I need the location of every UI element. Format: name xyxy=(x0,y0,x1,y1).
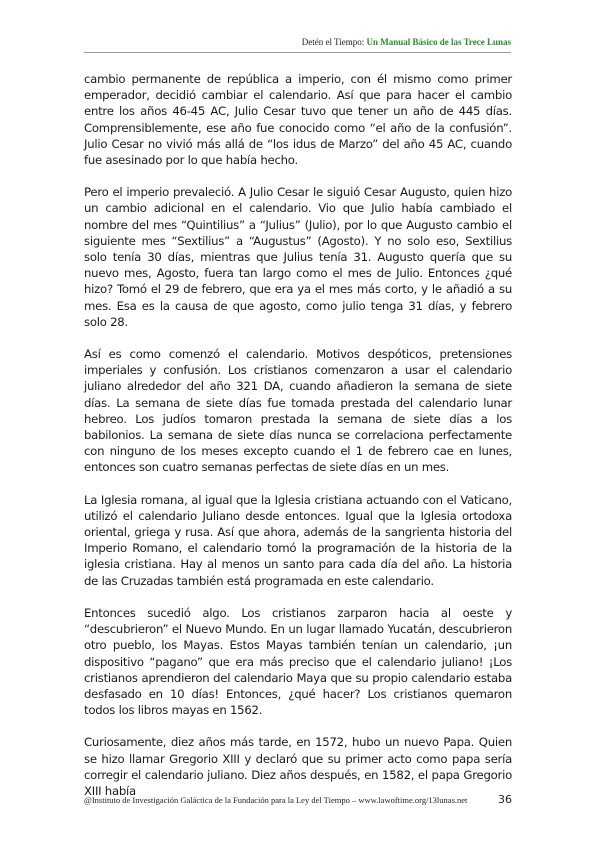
running-header xyxy=(302,37,511,47)
header-rule xyxy=(84,52,511,53)
paragraph: cambio permanente de república a imperio, con él mismo como primer emperador, decidió cambiar el calendario. Así que para hacer el cambio entre los años 46-45 AC, Julio Cesar tuvo que tener un año de 445 días. Comprensiblemente, ese año fue conocido como “el año de la confusión”. Julio Cesar no vivió más allá de “los idus de Marzo” del año 45 AC, cuando fue asesinado por lo que había hecho. xyxy=(84,72,512,168)
paragraph: La Iglesia romana, al igual que la Iglesia cristiana actuando con el Vaticano, utilizó el calendario Juliano desde entonces. Igual que la Iglesia ortodoxa oriental, griega y rusa. Así que ahora, además de la sangrienta historia del Imperio Romano, el calendario tomó la programación de la historia de la iglesia cristiana. Hay al menos un santo para cada día del año. La historia de las Cruzadas también está programada en este calendario. xyxy=(84,492,512,588)
header-prefix: Detén el Tiempo: xyxy=(301,37,367,47)
body-text xyxy=(84,71,512,815)
paragraph: Pero el imperio prevaleció. A Julio Cesar le siguió Cesar Augusto, quien hizo un cambio adicional en el calendario. Vio que Julio había cambiado el nombre del mes “Quintilius” a “Julius” (Julio), por lo que Augusto cambio el siguiente mes “Sextilius” a “Augustus” (Agosto). Y no solo eso, Sextilius solo tenía 30 días, mientras que Julius tenía 31. Augusto quería que su nuevo mes, Agosto, fuera tan largo como el mes de Julio. Entonces ¿qué hizo? Tomó el 29 de febrero, que era ya el mes más corto, y le añadió a su mes. Esa es la causa de que agosto, como julio tenga 31 días, y febrero solo 28. xyxy=(84,185,512,329)
paragraph: Así es como comenzó el calendario. Motivos despóticos, pretensiones imperiales y confusión. Los cristianos comenzaron a usar el calendario juliano alrededor del año 321 DA, cuando añadieron la semana de siete días. La semana de siete días fue tomada prestada del calendario lunar hebreo. Los judíos tomaron prestada la semana de siete días a los babilonios. La semana de siete días nunca se correlaciona perfectamente con ninguno de los meses excepto cuando el 1 de febrero cae en lunes, entonces son cuatro semanas perfectas de siete días en un mes. xyxy=(84,347,512,475)
paragraph: Entonces sucedió algo. Los cristianos zarparon hacia al oeste y “descubrieron” el Nuevo Mundo. En un lugar llamado Yucatán, descubrieron otro pueblo, los Mayas. Estos Mayas también tenían un calendario, ¡un dispositivo “pagano” que era más preciso que el calendario juliano! ¡Los cristianos aprendieron del calendario Maya que su propio calendario estaba desfasado en 10 días! Entonces, ¿qué hacer? Los cristianos quemaron todos los libros mayas en 1562. xyxy=(84,605,512,718)
page-footer xyxy=(84,795,512,805)
footer-credit: @Instituto de Investigación Galáctica de la Fundación para la Ley del Tiempo – www.lawoftime.org/13lunas.net xyxy=(84,795,468,805)
page-number: 36 xyxy=(498,793,512,806)
paragraph: Curiosamente, diez años más tarde, en 1572, hubo un nuevo Papa. Quien se hizo llamar Gregorio XIII y declaró que su primer acto como papa sería corregir el calendario juliano. Diez años después, en 1582, el papa Gregorio XIII había xyxy=(84,735,512,798)
header-book-title: Un Manual Básico de las Trece Lunas xyxy=(366,37,511,47)
